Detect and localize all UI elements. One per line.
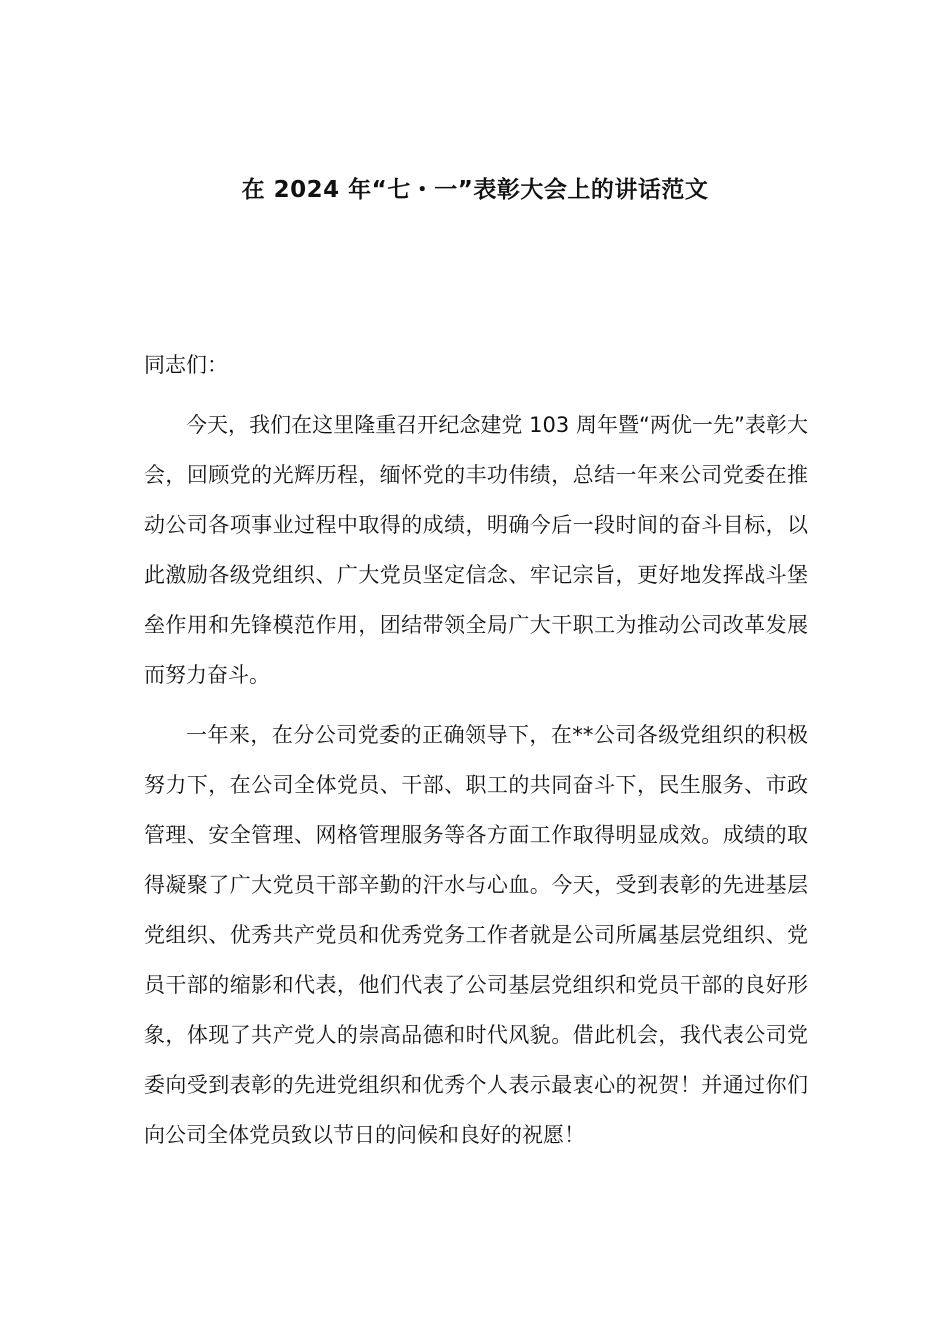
document-title: 在 2024 年“七・一”表彰大会上的讲话范文 [241,177,709,204]
paragraph-1: 今天，我们在这里隆重召开纪念建党 103 周年暨“两优一先”表彰大会，回顾党的光辉历程，缅怀党的丰功伟绩，总结一年来公司党委在推动公司各项事业过程中取得的成绩，明确今后一段时间的奋斗目标，以此激励各级党组织、广大党员坚定信念、牢记宗旨，更好地发挥战斗堡垒作用和先锋模范作用，团结带领全局广大干职工为推动公司改革发展而努力奋斗。 [144,413,808,687]
document-body [144,340,808,1160]
salutation: 同志们： [144,353,228,377]
paragraph-2: 一年来，在分公司党委的正确领导下，在**公司各级党组织的积极努力下，在公司全体党员、干部、职工的共同奋斗下，民生服务、市政管理、安全管理、网格管理服务等各方面工作取得明显成效。成绩的取得凝聚了广大党员干部辛勤的汗水与心血。今天，受到表彰的先进基层党组织、优秀共产党员和优秀党务工作者就是公司所属基层党组织、党员干部的缩影和代表，他们代表了公司基层党组织和党员干部的良好形象，体现了共产党人的崇高品德和时代风貌。借此机会，我代表公司党委向受到表彰的先进党组织和优秀个人表示最衷心的祝贺！并通过你们向公司全体党员致以节日的问候和良好的祝愿！ [144,723,808,1147]
